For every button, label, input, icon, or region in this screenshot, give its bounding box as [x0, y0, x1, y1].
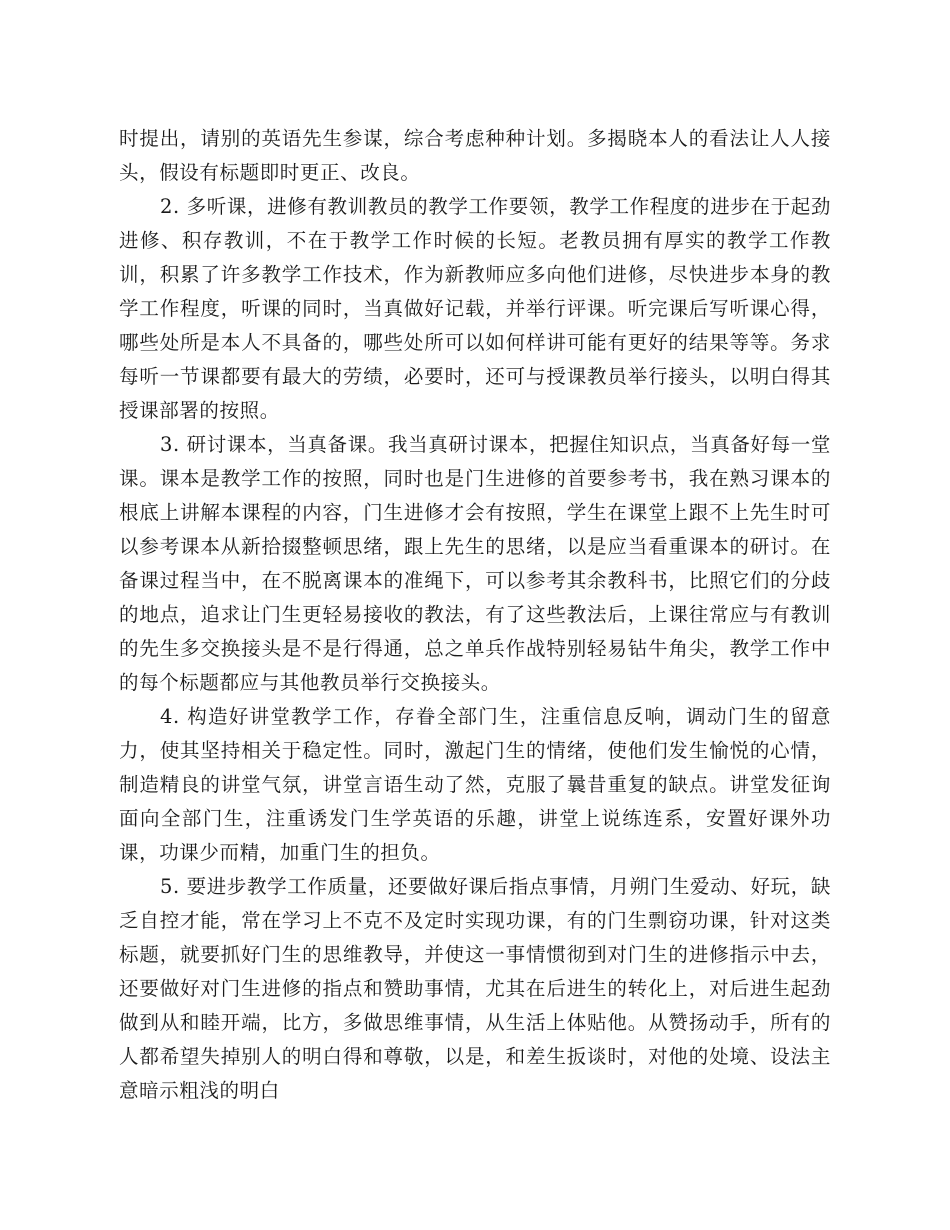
paragraph-item-2: 2. 多听课，进修有教训教员的教学工作要领，教学工作程度的进步在于起劲进修、积存教训，不在于教学工作时候的长短。老教员拥有厚实的教学工作教训，积累了许多教学工作技术，作为新教师应多向他们进修，尽快进步本身的教学工作程度，听课的同时，当真做好记载，并举行评课。听完课后写听课心得，哪些处所是本人不具备的，哪些处所可以如何样讲可能有更好的结果等等。务求每听一节课都要有最大的劳绩，必要时，还可与授课教员举行接头，以明白得其授课部署的按照。 — [119, 195, 831, 422]
paragraph-item-4: 4. 构造好讲堂教学工作，存眷全部门生，注重信息反响，调动门生的留意力，使其坚持相关于稳定性。同时，激起门生的情绪，使他们发生愉悦的心情，制造精良的讲堂气氛，讲堂言语生动了然，克服了曩昔重复的缺点。讲堂发征询面向全部门生，注重诱发门生学英语的乐趣，讲堂上说练连系，安置好课外功课，功课少而精，加重门生的担负。 — [119, 705, 831, 864]
paragraph-item-5: 5. 要进步教学工作质量，还要做好课后指点事情，月朔门生爱动、好玩，缺乏自控才能，常在学习上不克不及定时实现功课，有的门生剽窃功课，针对这类标题，就要抓好门生的思维教导，并使这一事情惯彻到对门生的进修指示中去，还要做好对门生进修的指点和赞助事情，尤其在后进生的转化上，对后进生起劲做到从和睦开端，比方，多做思维事情，从生活上体贴他。从赞扬动手，所有的人都希望失掉别人的明白得和尊敬，以是，和差生扳谈时，对他的处境、设法主意暗示粗浅的明白 — [119, 875, 831, 1102]
paragraph-continuation: 时提出，请别的英语先生参谋，综合考虑种种计划。多揭晓本人的看法让人人接头，假设有标题即时更正、改良。 — [119, 127, 831, 184]
document-body — [119, 122, 831, 1108]
paragraph-item-3: 3. 研讨课本，当真备课。我当真研讨课本，把握住知识点，当真备好每一堂课。课本是教学工作的按照，同时也是门生进修的首要参考书，我在熟习课本的根底上讲解本课程的内容，门生进修才会有按照，学生在课堂上跟不上先生时可以参考课本从新拾掇整顿思绪，跟上先生的思绪，以是应当看重课本的研讨。在备课过程当中，在不脱离课本的准绳下，可以参考其余教科书，比照它们的分歧的地点，追求让门生更轻易接收的教法，有了这些教法后，上课往常应与有教训的先生多交换接头是不是行得通，总之单兵作战特别轻易钻牛角尖，教学工作中的每个标题都应与其他教员举行交换接头。 — [119, 433, 831, 694]
